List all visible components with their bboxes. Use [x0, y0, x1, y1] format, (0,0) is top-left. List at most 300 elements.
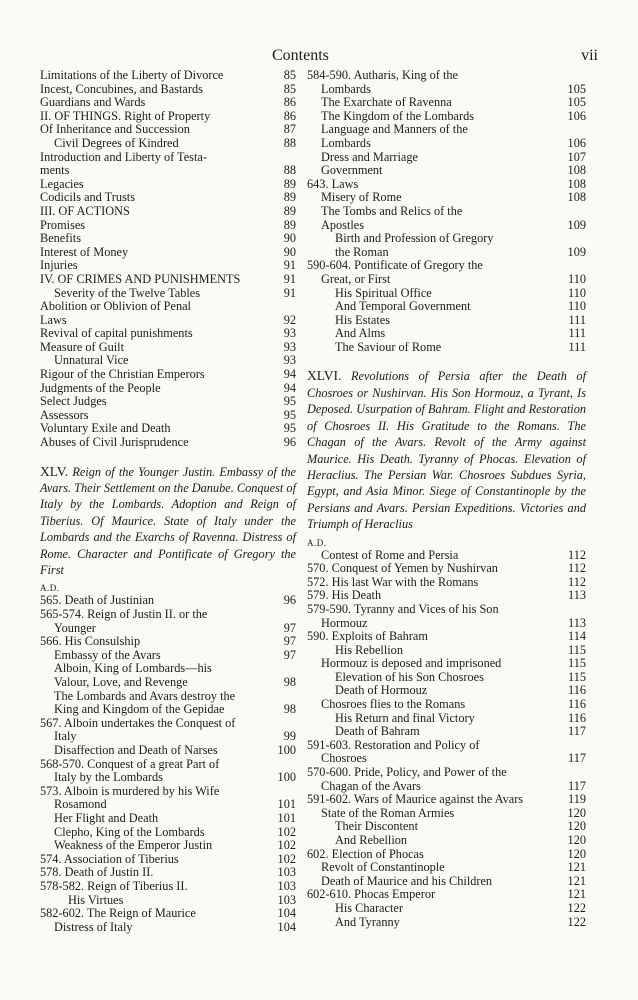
entry-page-number: 103: [277, 878, 296, 893]
toc-entry: [307, 137, 586, 151]
entry-title: Chosroes: [321, 751, 367, 766]
toc-entry: [307, 341, 586, 355]
toc-entry: [307, 562, 586, 576]
entry-page-number: 92: [283, 312, 296, 327]
entry-page-number: 106: [567, 108, 586, 123]
entry-title: Civil Degrees of Kindred: [54, 135, 179, 150]
entry-list: [307, 549, 586, 930]
toc-entry: [40, 178, 296, 192]
era-label: A.D.: [307, 537, 327, 548]
toc-entry: [307, 219, 586, 233]
toc-entry: [307, 684, 586, 698]
entry-page-number: 85: [283, 68, 296, 82]
entry-title: His Virtues: [68, 892, 124, 907]
toc-entry: [40, 246, 296, 260]
toc-entry: [40, 137, 296, 151]
entry-page-number: 120: [567, 819, 586, 834]
entry-page-number: 111: [568, 326, 586, 341]
toc-entry: [40, 123, 296, 137]
toc-entry: [307, 191, 586, 205]
entry-title: ments: [40, 163, 70, 178]
toc-entry: [40, 259, 296, 273]
toc-entry: [307, 752, 586, 766]
entry-title: II. OF THINGS. Right of Property: [40, 108, 211, 123]
entry-title: Lombards: [321, 81, 371, 96]
entry-list: [307, 69, 586, 354]
toc-entry: [307, 576, 586, 590]
entry-title: And Temporal Government: [335, 299, 471, 314]
entry-page-number: 85: [283, 81, 296, 96]
entry-page-number: 121: [567, 860, 586, 875]
entry-title: Revolt of Constantinople: [321, 860, 445, 875]
toc-entry: [40, 191, 296, 205]
toc-entry: [307, 834, 586, 848]
entry-title: Apostles: [321, 217, 365, 232]
entry-page-number: 100: [277, 743, 296, 757]
entry-page-number: 91: [283, 271, 296, 286]
entry-title: Chosroes flies to the Romans: [321, 697, 466, 712]
entry-title: Birth and Profession of Gregory: [335, 231, 494, 246]
entry-title: 573. Alboin is murdered by his Wife: [40, 783, 220, 798]
entry-title: The Kingdom of the Lombards: [321, 108, 474, 123]
toc-entry: [40, 690, 296, 704]
toc-entry: [40, 703, 296, 717]
toc-entry: [40, 232, 296, 246]
toc-entry: [40, 205, 296, 219]
entry-page-number: 106: [567, 135, 586, 150]
entry-page-number: 86: [283, 95, 296, 110]
toc-entry: [307, 725, 586, 739]
entry-page-number: 120: [567, 805, 586, 820]
entry-page-number: 89: [283, 190, 296, 205]
entry-title: Laws: [40, 312, 67, 327]
entry-title: 582-602. The Reign of Maurice: [40, 906, 196, 921]
toc-entry: [307, 861, 586, 875]
toc-entry: [40, 96, 296, 110]
entry-page-number: 110: [568, 271, 586, 286]
entry-title: Distress of Italy: [54, 919, 133, 934]
entry-page-number: 103: [277, 865, 296, 880]
toc-entry: [40, 594, 296, 608]
toc-entry: [40, 368, 296, 382]
chapter-numeral: XLV.: [40, 463, 69, 479]
entry-title: 574. Association of Tiberius: [40, 851, 179, 866]
entry-title: Weakness of the Emperor Justin: [54, 838, 213, 853]
entry-page-number: 90: [283, 244, 296, 259]
entry-page-number: 102: [277, 824, 296, 839]
entry-page-number: 111: [568, 339, 586, 354]
entry-title: Italy: [54, 729, 77, 744]
toc-entry: [307, 848, 586, 862]
entry-title: 566. His Consulship: [40, 634, 141, 649]
entry-title: 590-604. Pontificate of Gregory the: [307, 258, 483, 273]
contents-column-right: [307, 69, 586, 929]
entry-title: 578-582. Reign of Tiberius II.: [40, 878, 188, 893]
entry-page-number: 88: [283, 135, 296, 150]
toc-entry: [307, 780, 586, 794]
entry-page-number: 101: [277, 810, 296, 825]
entry-page-number: 88: [283, 163, 296, 178]
entry-list: [40, 594, 296, 934]
entry-title: the Roman: [335, 244, 389, 259]
toc-entry: [40, 409, 296, 423]
toc-entry: [40, 219, 296, 233]
toc-entry: [40, 287, 296, 301]
entry-title: Dress and Marriage: [321, 149, 418, 164]
toc-entry: [40, 395, 296, 409]
entry-page-number: 91: [283, 258, 296, 273]
entry-page-number: 98: [283, 702, 296, 717]
entry-title: And Alms: [335, 326, 386, 341]
entry-page-number: 108: [567, 190, 586, 205]
toc-entry: [40, 730, 296, 744]
entry-page-number: 86: [283, 108, 296, 123]
entry-title: His Return and final Victory: [335, 710, 475, 725]
entry-title: Injuries: [40, 258, 78, 273]
entry-page-number: 110: [568, 299, 586, 314]
entry-page-number: 94: [283, 380, 296, 395]
entry-title: Clepho, King of the Lombards: [54, 824, 205, 839]
toc-entry: [40, 812, 296, 826]
entry-page-number: 111: [568, 312, 586, 327]
chapter-summary: Revolutions of Persia after the Death of Chosroes or Nushirvan. His Son Hormouz, a Tyrant, Is Deposed. Usurpation of Bahram. Flight and Restoration of Chosroes II. His Gratitude to the Romans. The Chagan of the Avars. Revolt of the Army against Maurice. His Death. Tyranny of Phocas. Elevation of Heraclius. The Persian War. Chosroes Subdues Syria, Egypt, and Asia Minor. Siege of Constantinople by the Persians and Avars. Persian Expeditions. Victories and Triumph of Heraclius: [307, 369, 586, 532]
entry-page-number: 89: [283, 217, 296, 232]
toc-entry: [307, 820, 586, 834]
entry-page-number: 89: [283, 176, 296, 191]
entry-page-number: 109: [567, 244, 586, 259]
entry-page-number: 117: [568, 751, 586, 766]
toc-entry: [307, 617, 586, 631]
toc-entry: [40, 110, 296, 124]
toc-entry: [307, 123, 586, 137]
entry-page-number: 93: [283, 326, 296, 341]
entry-page-number: 91: [283, 285, 296, 300]
toc-entry: [40, 341, 296, 355]
toc-entry: [307, 300, 586, 314]
entry-title: 565-574. Reign of Justin II. or the: [40, 607, 208, 622]
toc-entry: [307, 327, 586, 341]
entry-page-number: 115: [568, 656, 586, 671]
entry-page-number: 98: [283, 675, 296, 690]
toc-entry: [40, 164, 296, 178]
toc-entry: [307, 246, 586, 260]
entry-title: Abolition or Oblivion of Penal: [40, 299, 191, 314]
toc-entry: [40, 798, 296, 812]
toc-entry: [307, 83, 586, 97]
entry-list: [40, 69, 296, 450]
entry-title: 568-570. Conquest of a great Part of: [40, 756, 220, 771]
entry-page-number: 102: [277, 851, 296, 866]
entry-title: Of Inheritance and Succession: [40, 122, 190, 137]
entry-title: Abuses of Civil Jurisprudence: [40, 435, 189, 450]
entry-title: Revival of capital punishments: [40, 326, 193, 341]
entry-title: Death of Maurice and his Children: [321, 873, 493, 888]
toc-entry: [40, 853, 296, 867]
entry-title: Lombards: [321, 135, 371, 150]
entry-page-number: 97: [283, 620, 296, 635]
toc-entry: [40, 662, 296, 676]
entry-title: 591-602. Wars of Maurice against the Avars: [307, 792, 524, 807]
entry-page-number: 97: [283, 647, 296, 662]
entry-page-number: 116: [568, 710, 586, 725]
chapter-summary: Reign of the Younger Justin. Embassy of the Avars. Their Settlement on the Danube. Conquest of Italy by the Lombards. Adoption and Reign of Tiberius. Of Maurice. State of Italy under the Lombards and the Exarchs of Ravenna. Distress of Rome. Character and Pontificate of Gregory the First: [40, 464, 297, 578]
entry-page-number: 99: [283, 729, 296, 744]
entry-title: Her Flight and Death: [54, 810, 159, 825]
toc-entry: [40, 866, 296, 880]
toc-entry: [40, 839, 296, 853]
entry-title: Elevation of his Son Chosroes: [335, 669, 484, 684]
chapter-heading: [307, 368, 586, 532]
entry-page-number: 96: [283, 593, 296, 608]
contents-column-left: [40, 69, 296, 934]
entry-title: 602. Election of Phocas: [307, 846, 424, 861]
entry-page-number: 89: [283, 203, 296, 218]
toc-entry: [40, 758, 296, 772]
entry-title: Hormouz is deposed and imprisoned: [321, 656, 502, 671]
entry-page-number: 122: [567, 900, 586, 915]
entry-page-number: 105: [567, 81, 586, 96]
entry-title: Rosamond: [54, 797, 107, 812]
entry-title: 570-600. Pride, Policy, and Power of the: [307, 765, 507, 780]
entry-title: 579-590. Tyranny and Vices of his Son: [307, 601, 499, 616]
entry-title: And Tyranny: [335, 914, 400, 929]
page-number: vii: [581, 47, 598, 64]
entry-page-number: 93: [283, 339, 296, 354]
toc-entry: [307, 96, 586, 110]
toc-entry: [307, 712, 586, 726]
entry-title: And Rebellion: [335, 833, 408, 847]
entry-title: Assessors: [40, 407, 89, 422]
toc-entry: [40, 676, 296, 690]
toc-entry: [307, 69, 586, 83]
entry-page-number: 107: [567, 149, 586, 164]
entry-title: 591-603. Restoration and Policy of: [307, 737, 480, 752]
toc-entry: [307, 273, 586, 287]
toc-entry: [40, 354, 296, 368]
entry-page-number: 113: [568, 588, 586, 603]
toc-entry: [40, 422, 296, 436]
entry-page-number: 119: [568, 792, 586, 807]
toc-entry: [40, 649, 296, 663]
entry-title: 565. Death of Justinian: [40, 593, 155, 608]
entry-title: Valour, Love, and Revenge: [54, 675, 188, 690]
toc-entry: [307, 807, 586, 821]
entry-page-number: 121: [567, 873, 586, 888]
toc-entry: [40, 314, 296, 328]
toc-entry: [40, 894, 296, 908]
entry-title: His Spiritual Office: [335, 285, 432, 300]
entry-page-number: 93: [283, 353, 296, 368]
toc-entry: [307, 902, 586, 916]
entry-page-number: 112: [568, 574, 586, 589]
entry-page-number: 97: [283, 634, 296, 649]
toc-entry: [307, 110, 586, 124]
toc-entry: [40, 622, 296, 636]
toc-entry: [40, 300, 296, 314]
toc-entry: [40, 382, 296, 396]
entry-title: Death of Bahram: [335, 724, 420, 739]
entry-title: King and Kingdom of the Gepidae: [54, 702, 225, 717]
entry-title: Voluntary Exile and Death: [40, 421, 171, 436]
entry-page-number: 120: [567, 846, 586, 861]
toc-entry: [307, 164, 586, 178]
entry-title: Their Discontent: [335, 819, 418, 834]
entry-page-number: 90: [283, 231, 296, 246]
entry-title: His Character: [335, 900, 403, 915]
entry-page-number: 120: [567, 833, 586, 847]
toc-entry: [307, 314, 586, 328]
entry-page-number: 113: [568, 615, 586, 630]
toc-entry: [40, 771, 296, 785]
entry-title: Benefits: [40, 231, 81, 246]
entry-page-number: 112: [568, 561, 586, 576]
entry-page-number: 101: [277, 797, 296, 812]
toc-entry: [307, 657, 586, 671]
toc-entry: [40, 327, 296, 341]
entry-title: 584-590. Autharis, King of the: [307, 68, 458, 82]
entry-title: Introduction and Liberty of Testa-: [40, 149, 207, 164]
entry-title: Incest, Concubines, and Bastards: [40, 81, 203, 96]
toc-entry: [40, 635, 296, 649]
chapter-numeral: XLVI.: [307, 368, 342, 384]
entry-title: Government: [321, 163, 383, 178]
toc-entry: [40, 69, 296, 83]
entry-page-number: 105: [567, 95, 586, 110]
entry-title: 602-610. Phocas Emperor: [307, 887, 436, 902]
toc-entry: [40, 921, 296, 935]
era-label: A.D.: [40, 583, 60, 594]
running-head: Contents: [272, 47, 329, 64]
entry-page-number: 104: [277, 906, 296, 921]
entry-title: Chagan of the Avars: [321, 778, 421, 793]
toc-entry: [307, 916, 586, 930]
toc-entry: [307, 698, 586, 712]
entry-page-number: 121: [567, 887, 586, 902]
entry-title: 578. Death of Justin II.: [40, 865, 154, 880]
toc-entry: [307, 739, 586, 753]
entry-title: Select Judges: [40, 394, 107, 409]
entry-page-number: 117: [568, 724, 586, 739]
entry-title: Italy by the Lombards: [54, 770, 163, 785]
toc-entry: [307, 793, 586, 807]
entry-page-number: 116: [568, 697, 586, 712]
entry-title: Measure of Guilt: [40, 339, 125, 354]
entry-page-number: 102: [277, 838, 296, 853]
entry-page-number: 115: [568, 642, 586, 657]
toc-entry: [40, 151, 296, 165]
entry-title: The Saviour of Rome: [335, 339, 442, 354]
entry-title: Younger: [54, 620, 96, 635]
entry-title: His Rebellion: [335, 642, 403, 657]
toc-entry: [307, 671, 586, 685]
toc-entry: [40, 717, 296, 731]
entry-title: Hormouz: [321, 615, 368, 630]
toc-entry: [307, 549, 586, 563]
toc-entry: [40, 273, 296, 287]
toc-entry: [307, 205, 586, 219]
entry-title: IV. OF CRIMES AND PUNISHMENTS: [40, 271, 241, 286]
entry-title: Death of Hormouz: [335, 683, 428, 698]
entry-page-number: 117: [568, 778, 586, 793]
toc-entry: [307, 603, 586, 617]
toc-entry: [307, 875, 586, 889]
entry-title: The Exarchate of Ravenna: [321, 95, 452, 110]
entry-title: 570. Conquest of Yemen by Nushirvan: [307, 561, 498, 576]
toc-entry: [40, 608, 296, 622]
toc-entry: [307, 888, 586, 902]
entry-page-number: 116: [568, 683, 586, 698]
toc-entry: [40, 83, 296, 97]
toc-entry: [307, 232, 586, 246]
entry-page-number: 114: [568, 629, 586, 644]
toc-entry: [307, 178, 586, 192]
entry-title: The Lombards and Avars destroy the: [54, 688, 236, 703]
entry-page-number: 95: [283, 394, 296, 409]
toc-entry: [307, 259, 586, 273]
entry-title: Rigour of the Christian Emperors: [40, 367, 205, 382]
entry-page-number: 96: [283, 435, 296, 450]
entry-title: Alboin, King of Lombards—his: [54, 661, 212, 676]
toc-entry: [307, 287, 586, 301]
entry-title: Promises: [40, 217, 86, 232]
entry-title: Misery of Rome: [321, 190, 402, 205]
toc-entry: [40, 907, 296, 921]
entry-title: Embassy of the Avars: [54, 647, 161, 662]
toc-entry: [40, 436, 296, 450]
entry-page-number: 100: [277, 770, 296, 785]
toc-entry: [40, 744, 296, 758]
entry-title: Severity of the Twelve Tables: [54, 285, 201, 300]
toc-entry: [40, 880, 296, 894]
entry-page-number: 95: [283, 407, 296, 422]
entry-page-number: 103: [277, 892, 296, 907]
toc-entry: [307, 630, 586, 644]
entry-title: Guardians and Wards: [40, 95, 146, 110]
entry-title: 579. His Death: [307, 588, 382, 603]
entry-page-number: 110: [568, 285, 586, 300]
entry-title: 643. Laws: [307, 176, 359, 191]
toc-entry: [40, 826, 296, 840]
toc-entry: [307, 151, 586, 165]
entry-page-number: 109: [567, 217, 586, 232]
entry-page-number: 115: [568, 669, 586, 684]
entry-page-number: 122: [567, 914, 586, 929]
entry-title: Interest of Money: [40, 244, 129, 259]
entry-page-number: 94: [283, 367, 296, 382]
entry-title: State of the Roman Armies: [321, 805, 455, 820]
entry-title: Contest of Rome and Persia: [321, 547, 459, 562]
entry-title: Language and Manners of the: [321, 122, 468, 137]
entry-title: Disaffection and Death of Narses: [54, 743, 218, 757]
entry-title: Unnatural Vice: [54, 353, 129, 368]
entry-page-number: 104: [277, 919, 296, 934]
entry-page-number: 87: [283, 122, 296, 137]
entry-page-number: 108: [567, 176, 586, 191]
toc-entry: [307, 644, 586, 658]
entry-title: Codicils and Trusts: [40, 190, 135, 205]
entry-title: Judgments of the People: [40, 380, 161, 395]
chapter-heading: [40, 464, 296, 579]
entry-title: Limitations of the Liberty of Divorce: [40, 68, 224, 82]
entry-title: III. OF ACTIONS: [40, 203, 130, 218]
entry-page-number: 108: [567, 163, 586, 178]
toc-entry: [307, 589, 586, 603]
entry-title: Great, or First: [321, 271, 391, 286]
entry-title: 590. Exploits of Bahram: [307, 629, 428, 644]
entry-title: Legacies: [40, 176, 84, 191]
entry-title: 572. His last War with the Romans: [307, 574, 479, 589]
toc-entry: [40, 785, 296, 799]
